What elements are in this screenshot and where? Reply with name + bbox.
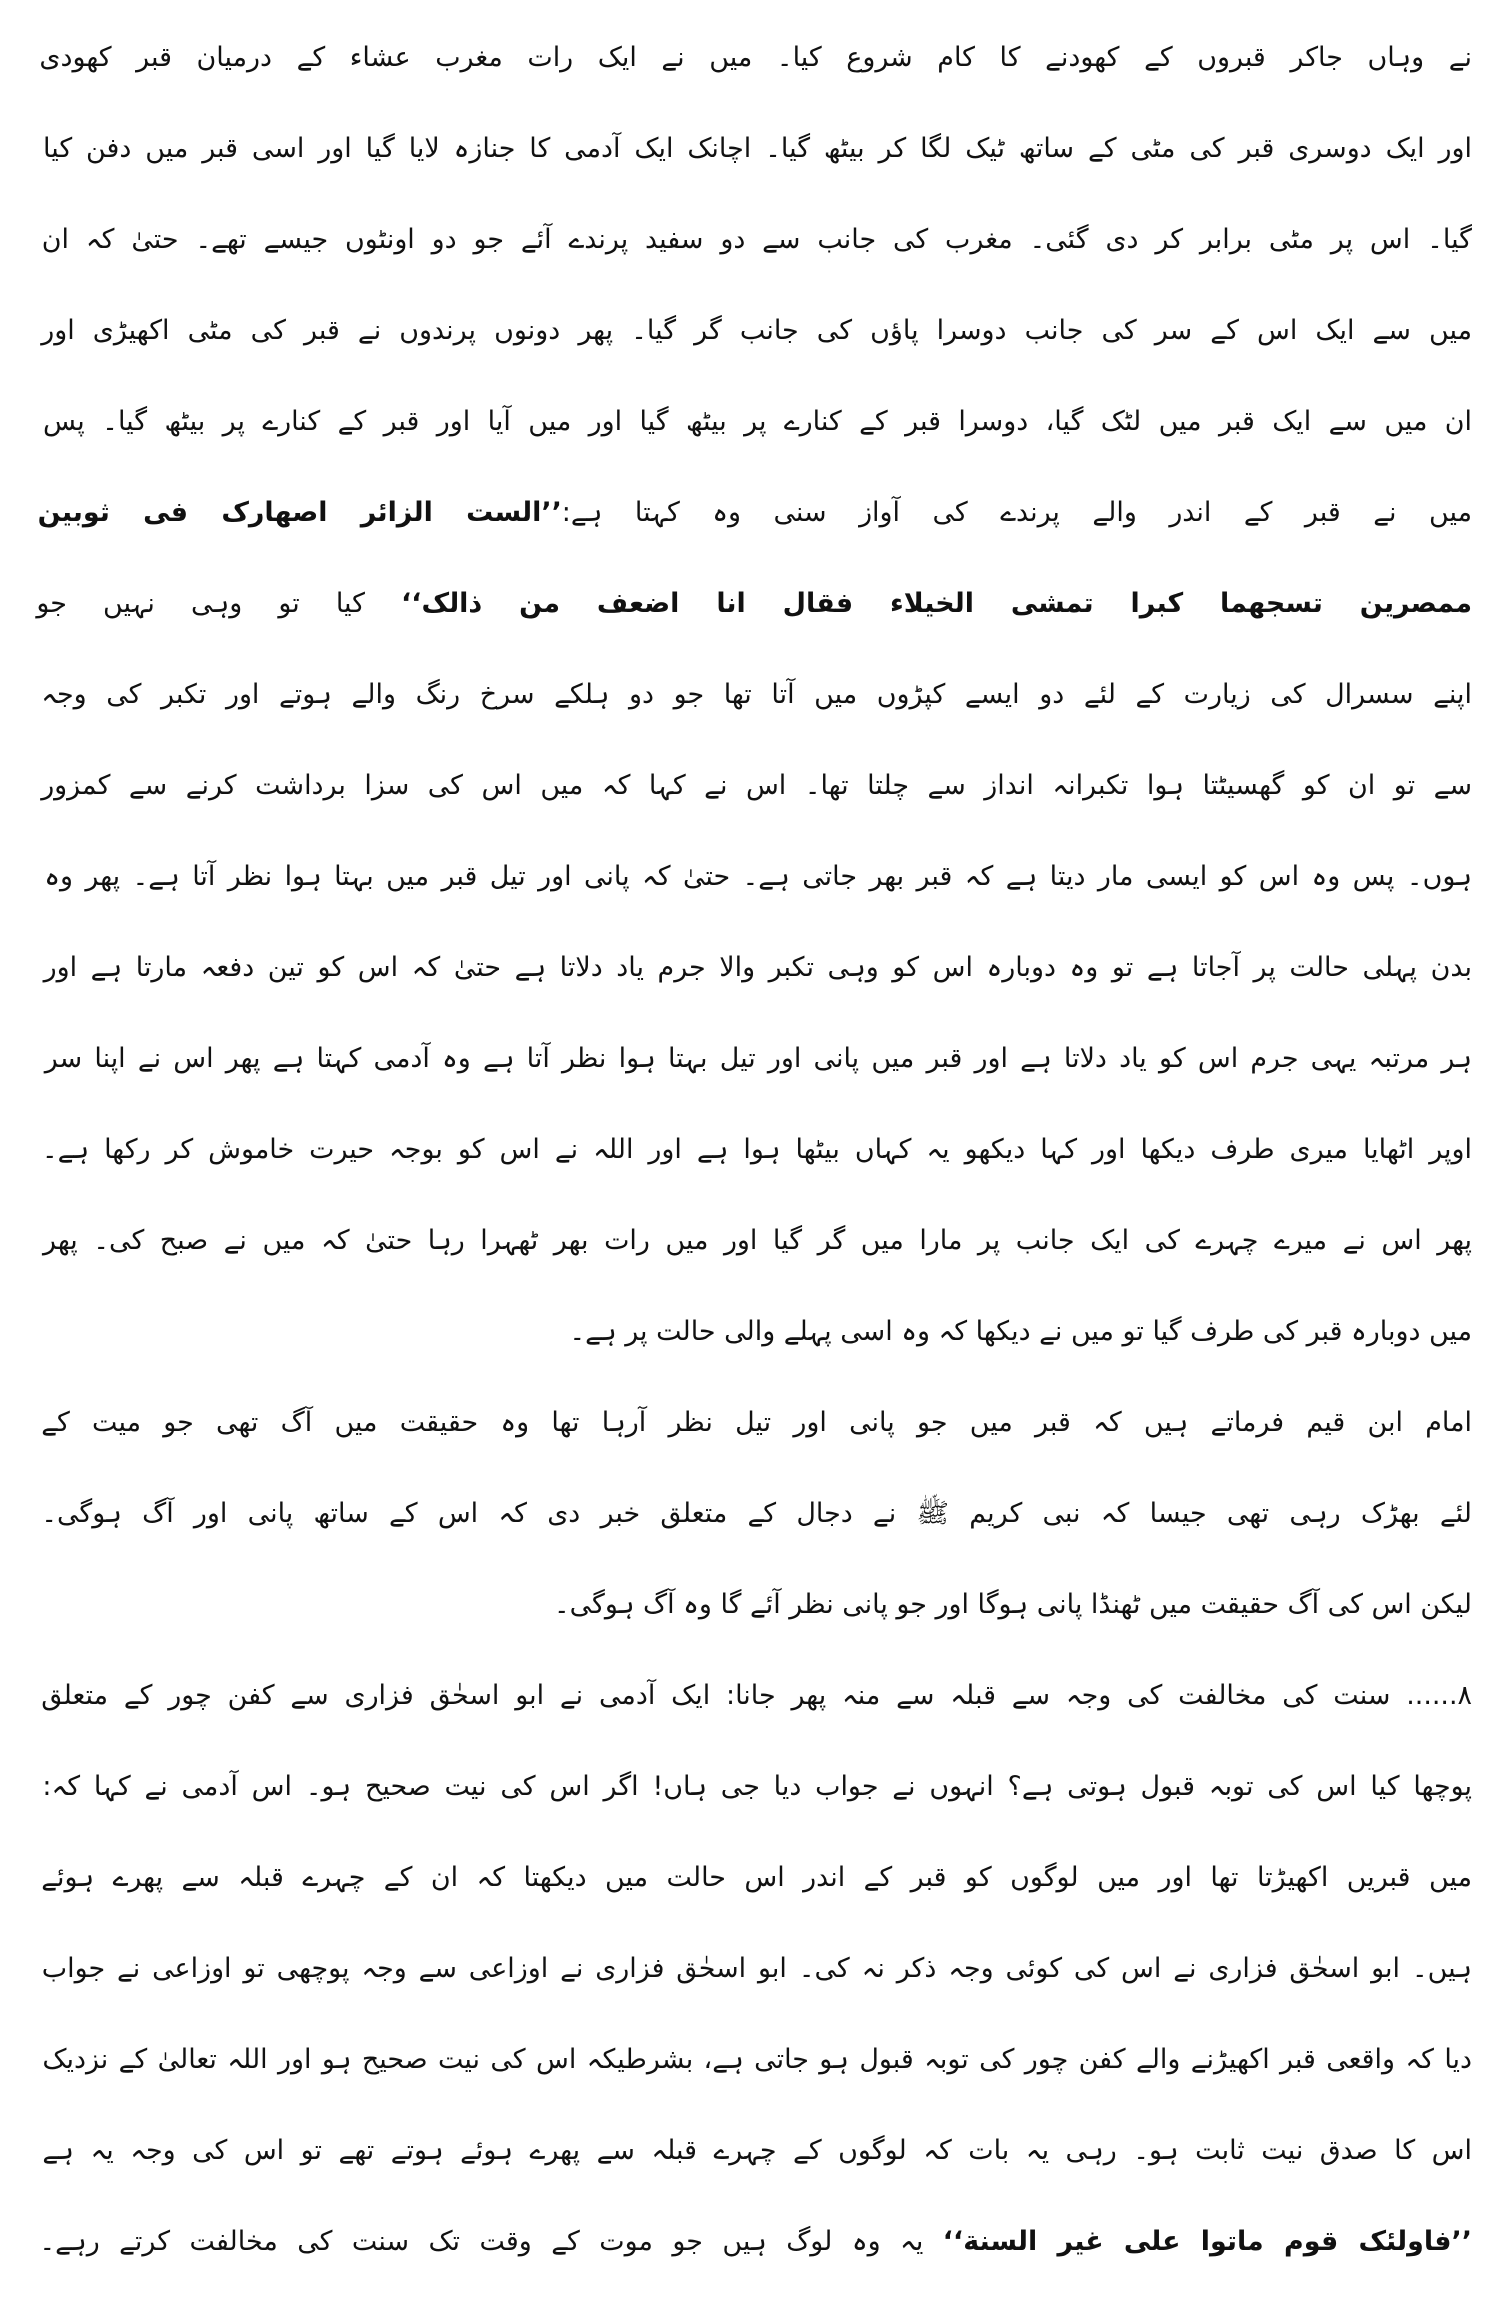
text-line-last: لیکن اس کی آگ حقیقت میں ٹھنڈا پانی ہوگا اور جو پانی نظر آئے گا وہ آگ ہوگی۔ bbox=[553, 1589, 1472, 1620]
text-line: پوچھا کیا اس کی توبہ قبول ہوتی ہے؟ انہوں نے جواب دیا جی ہاں! اگر اس کی نیت صحیح ہو۔ اس آدمی نے کہا کہ: bbox=[42, 1771, 1472, 1802]
text-line: اور ایک دوسری قبر کی مٹی کے ساتھ ٹیک لگا کر بیٹھ گیا۔ اچانک ایک آدمی کا جنازہ لایا گیا اور اسی قبر میں دفن کیا bbox=[43, 133, 1472, 164]
urdu-text: میں نے قبر کے اندر والے پرندے کی آواز سنی وہ کہتا ہے: bbox=[561, 497, 1472, 528]
text-line: سے تو ان کو گھسیٹتا ہوا تکبرانہ انداز سے چلتا تھا۔ اس نے کہا کہ میں اس کی سزا برداشت کرنے سے کمزور bbox=[41, 770, 1472, 801]
text-line: دیا کہ واقعی قبر اکھیڑنے والے کفن چور کی توبہ قبول ہو جاتی ہے، بشرطیکہ اس کی نیت صحیح ہو اور اللہ تعالیٰ کے نزدیک bbox=[42, 2044, 1472, 2075]
item-number: ۸...... bbox=[1406, 1680, 1472, 1711]
text-line: پھر اس نے میرے چہرے کی ایک جانب پر مارا میں گر گیا اور میں رات بھر ٹھہرا رہا حتیٰ کہ میں نے صبح کی۔ پھر bbox=[43, 1225, 1472, 1256]
text-line: ہوں۔ پس وہ اس کو ایسی مار دیتا ہے کہ قبر بھر جاتی ہے۔ حتیٰ کہ پانی اور تیل قبر میں بہتا ہوا نظر آتا ہے۔ پھر وہ bbox=[44, 861, 1472, 892]
paragraph-item-8 bbox=[28, 1650, 1472, 2287]
item-heading: سنت کی مخالفت کی وجہ سے قبلہ سے منہ پھر جانا: bbox=[726, 1680, 1391, 1711]
text-line: ہر مرتبہ یہی جرم اس کو یاد دلاتا ہے اور قبر میں پانی اور تیل بہتا ہوا نظر آتا ہے وہ آدمی کہتا ہے پھر اس نے اپنا سر bbox=[44, 1043, 1472, 1074]
text-body bbox=[28, 12, 1472, 2287]
arabic-quote: ممصرین تسجهما کبرا تمشی الخیلاء فقال انا اضعف من ذالک‘‘ bbox=[401, 588, 1472, 619]
arabic-quote: ’’فاولئک قوم ماتوا علی غیر السنة‘‘ bbox=[942, 2226, 1472, 2257]
text-line: اس کا صدق نیت ثابت ہو۔ رہی یہ بات کہ لوگوں کے چہرے قبلہ سے پھرے ہوئے ہوتے تھے تو اس کی وجہ یہ ہے bbox=[42, 2135, 1472, 2166]
text-line: ان میں سے ایک قبر میں لٹک گیا، دوسرا قبر کے کنارے پر بیٹھ گیا اور میں آیا اور قبر کے کنارے پر بیٹھ گیا۔ پس bbox=[43, 406, 1472, 437]
text-line: نے وہاں جاکر قبروں کے کھودنے کا کام شروع کیا۔ میں نے ایک رات مغرب عشاء کے درمیان قبر کھودی bbox=[39, 42, 1472, 73]
arabic-quote: ’’الست الزائر اصهارک فی ثوبین bbox=[37, 497, 562, 528]
text-line bbox=[28, 1650, 1472, 1741]
text-line: اپنے سسرال کی زیارت کے لئے دو ایسے کپڑوں میں آتا تھا جو دو ہلکے سرخ رنگ والے ہوتے اور تکبر کی وجہ bbox=[41, 679, 1472, 710]
text-line: لئے بھڑک رہی تھی جیسا کہ نبی کریم ﷺ نے دجال کے متعلق خبر دی کہ اس کے ساتھ پانی اور آگ ہوگی۔ bbox=[41, 1498, 1472, 1529]
text-line: ہیں۔ ابو اسحٰق فزاری نے اس کی کوئی وجہ ذکر نہ کی۔ ابو اسحٰق فزاری نے اوزاعی سے وجہ پوچھی تو اوزاعی نے جواب bbox=[41, 1953, 1472, 1984]
text-line-last: میں دوبارہ قبر کی طرف گیا تو میں نے دیکھا کہ وہ اسی پہلے والی حالت پر ہے۔ bbox=[569, 1316, 1472, 1347]
text-line bbox=[28, 558, 1472, 649]
text-line: میں قبریں اکھیڑتا تھا اور میں لوگوں کو قبر کے اندر اس حالت میں دیکھتا کہ ان کے چہرے قبلہ سے پھرے ہوئے bbox=[41, 1862, 1472, 1893]
text-line: اوپر اٹھایا میری طرف دیکھا اور کہا دیکھو یہ کہاں بیٹھا ہوا ہے اور اللہ نے اس کو بوجہ حیرت خاموش کر رکھا ہے۔ bbox=[41, 1134, 1472, 1165]
text-line: میں سے ایک اس کے سر کی جانب دوسرا پاؤں کی جانب گر گیا۔ پھر دونوں پرندوں نے قبر کی مٹی اکھیڑی اور bbox=[41, 315, 1472, 346]
paragraph-ibn-qayyim bbox=[28, 1377, 1472, 1650]
text-line: گیا۔ اس پر مٹی برابر کر دی گئی۔ مغرب کی جانب سے دو سفید پرندے آئے جو دو اونٹوں جیسے تھے۔ حتیٰ کہ ان bbox=[41, 224, 1472, 255]
text-line: امام ابن قیم فرماتے ہیں کہ قبر میں جو پانی اور تیل نظر آرہا تھا وہ حقیقت میں آگ تھی جو میت کے bbox=[41, 1407, 1472, 1438]
text-line: بدن پہلی حالت پر آجاتا ہے تو وہ دوبارہ اس کو وہی تکبر والا جرم یاد دلاتا ہے حتیٰ کہ اس کو تین دفعہ مارتا ہے اور bbox=[43, 952, 1472, 983]
urdu-text: یہ وہ لوگ ہیں جو موت کے وقت تک سنت کی مخالفت کرتے رہے۔ bbox=[39, 2226, 924, 2257]
text-line bbox=[28, 2196, 1472, 2287]
text-line bbox=[28, 467, 1472, 558]
urdu-text: ایک آدمی نے ابو اسحٰق فزاری سے کفن چور کے متعلق bbox=[41, 1680, 711, 1711]
urdu-text: کیا تو وہی نہیں جو bbox=[36, 588, 365, 619]
paragraph-narrative bbox=[28, 12, 1472, 1377]
